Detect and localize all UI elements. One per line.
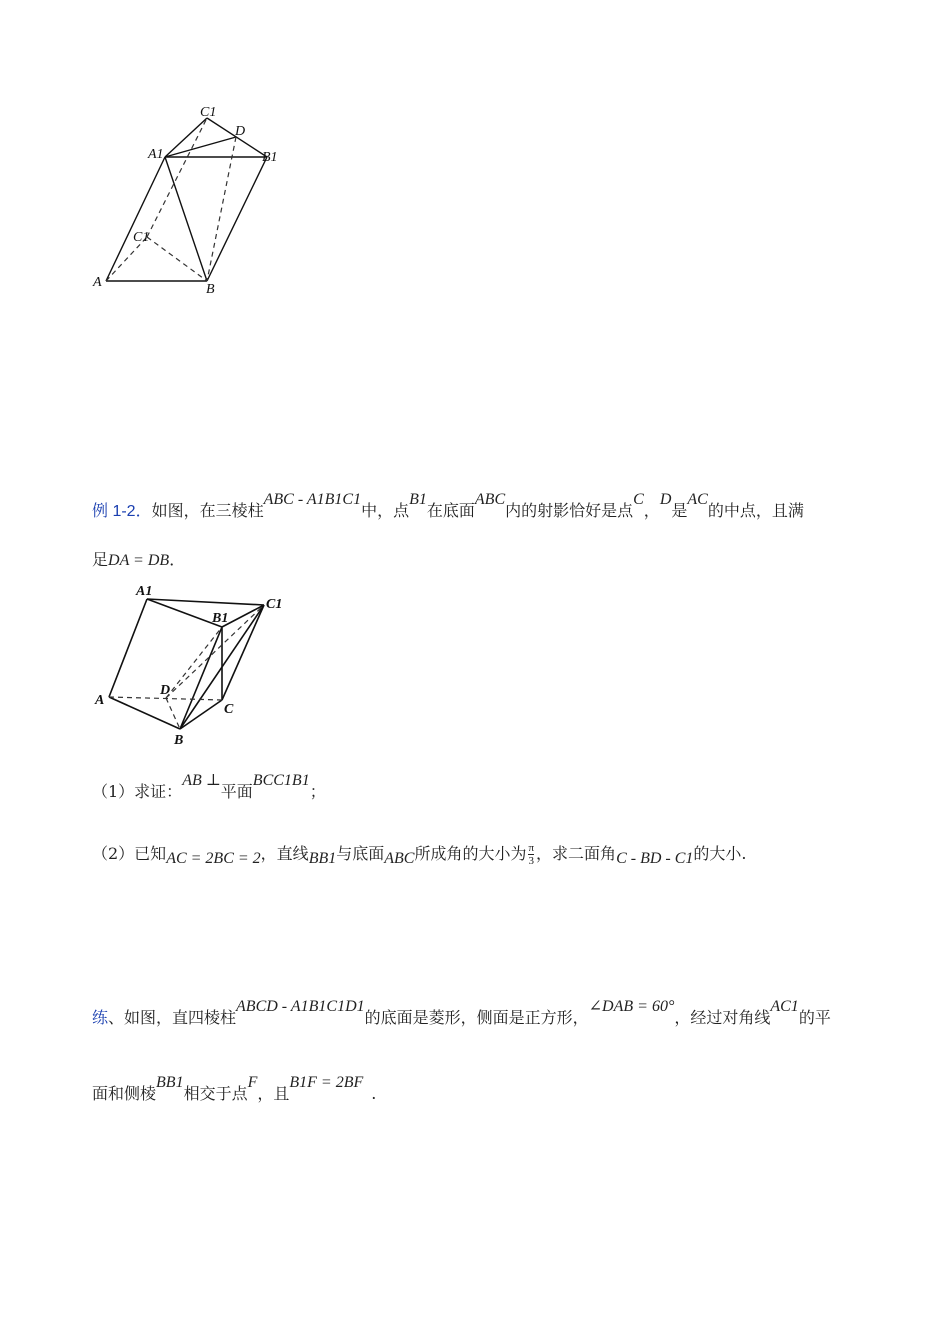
example-1-2-line2: 足DA = DB． bbox=[92, 550, 186, 569]
fig2-label-A: A bbox=[95, 693, 105, 708]
fraction-pi-over-3: $\frac{\pi}{3}$ bbox=[528, 842, 535, 867]
figure-prism-1 bbox=[90, 100, 300, 300]
fig1-label-A1: A1 bbox=[148, 147, 164, 162]
example-1-2-line1: 例 1-2．如图，在三棱柱ABC - A1B1C1中，点B1在底面ABC内的射影恰好是点C，D是AC的中点，且满 bbox=[92, 491, 804, 520]
fig2-label-B1: B1 bbox=[212, 611, 229, 626]
fig1-label-C1-top: C1 bbox=[200, 105, 217, 120]
practice-line2: 面和侧棱BB1相交于点F，且B1F = 2BF. bbox=[92, 1074, 377, 1103]
fig1-label-C1-mid: C1 bbox=[133, 230, 150, 245]
practice-label: 练 bbox=[92, 1010, 109, 1027]
prism-name: ABC - A1B1C1 bbox=[263, 491, 362, 508]
question-1: （1）求证：AB ⊥平面BCC1B1； bbox=[92, 772, 326, 801]
fig2-label-A1: A1 bbox=[136, 584, 153, 599]
fig1-label-B1: B1 bbox=[262, 150, 278, 165]
fig1-label-B: B bbox=[206, 282, 215, 297]
fig2-label-C: C bbox=[224, 702, 234, 717]
fig2-label-D: D bbox=[160, 683, 171, 698]
example-label: 例 1-2． bbox=[92, 503, 152, 520]
fig2-label-B: B bbox=[174, 733, 184, 748]
practice-line1: 练、如图，直四棱柱ABCD - A1B1C1D1的底面是菱形，侧面是正方形，∠DAB = 60°，经过对角线AC1的平 bbox=[92, 998, 831, 1027]
question-2: （2）已知AC = 2BC = 2，直线BB1与底面ABC所成角的大小为 $\frac{\pi}{3}$ ，求二面角C - BD - C1的大小. bbox=[92, 842, 747, 867]
fig1-label-D: D bbox=[235, 124, 246, 139]
figure-prism-2 bbox=[92, 582, 292, 752]
fig1-label-A: A bbox=[93, 275, 102, 290]
fig2-label-C1: C1 bbox=[266, 597, 283, 612]
